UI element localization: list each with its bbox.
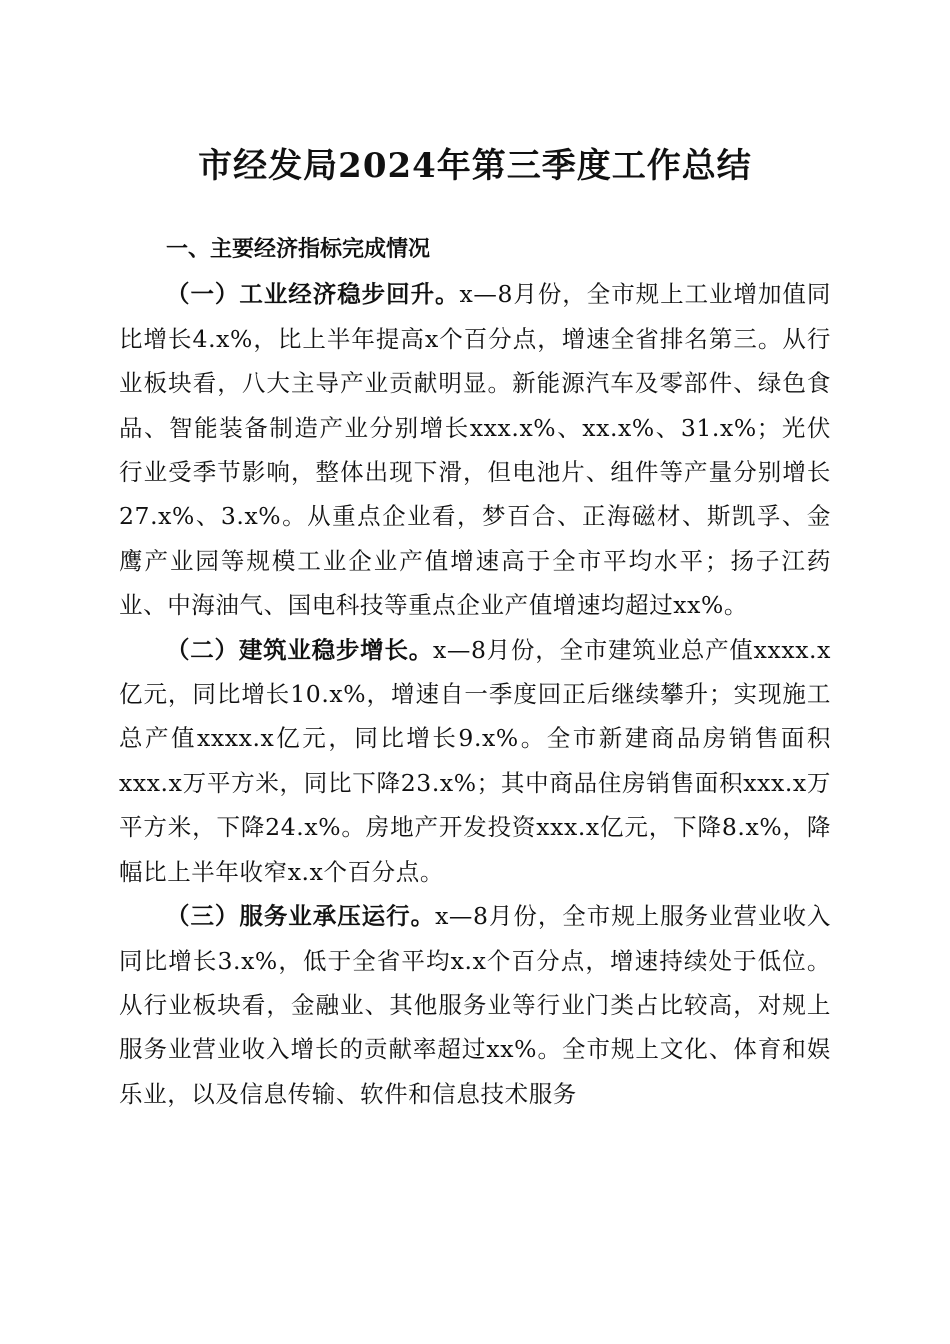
paragraph-text-services: x—8月份，全市规上服务业营业收入同比增长3.x%，低于全省平均x.x个百分点，增速持续处于低位。从行业板块看，金融业、其他服务业等行业门类占比较高，对规上服务业营业收入增长的贡献率超过xx%。全市规上文化、体育和娱乐业，以及信息传输、软件和信息技术服务 xyxy=(119,902,831,1108)
paragraph-lead-construction: （二）建筑业稳步增长。 xyxy=(166,635,433,664)
paragraph-services xyxy=(119,894,831,1116)
paragraph-lead-industry: （一）工业经济稳步回升。 xyxy=(166,280,460,309)
paragraph-text-industry: x—8月份，全市规上工业增加值同比增长4.x%，比上半年提高x个百分点，增速全省排名第三。从行业板块看，八大主导产业贡献明显。新能源汽车及零部件、绿色食品、智能装备制造产业分别增长xxx.x%、xx.x%、31.x%；光伏行业受季节影响，整体出现下滑，但电池片、组件等产量分别增长27.x%、3.x%。从重点企业看，梦百合、正海磁材、斯凯孚、金鹰产业园等规模工业企业产值增速高于全市平均水平；扬子江药业、中海油气、国电科技等重点企业产值增速均超过xx%。 xyxy=(119,280,831,620)
document-title: 市经发局2024年第三季度工作总结 xyxy=(198,146,752,186)
section-heading-main-indicators: 一、主要经济指标完成情况 xyxy=(166,237,431,262)
paragraph-industry xyxy=(119,272,831,627)
paragraph-lead-services: （三）服务业承压运行。 xyxy=(166,902,436,931)
paragraph-construction xyxy=(119,628,831,894)
paragraph-text-construction: x—8月份，全市建筑业总产值xxxx.x亿元，同比增长10.x%，增速自一季度回正后继续攀升；实现施工总产值xxxx.x亿元，同比增长9.x%。全市新建商品房销售面积xxx.x万平方米，同比下降23.x%；其中商品住房销售面积xxx.x万平方米，下降24.x%。房地产开发投资xxx.x亿元，下降8.x%，降幅比上半年收窄x.x个百分点。 xyxy=(119,635,831,886)
document-body xyxy=(119,228,831,1116)
